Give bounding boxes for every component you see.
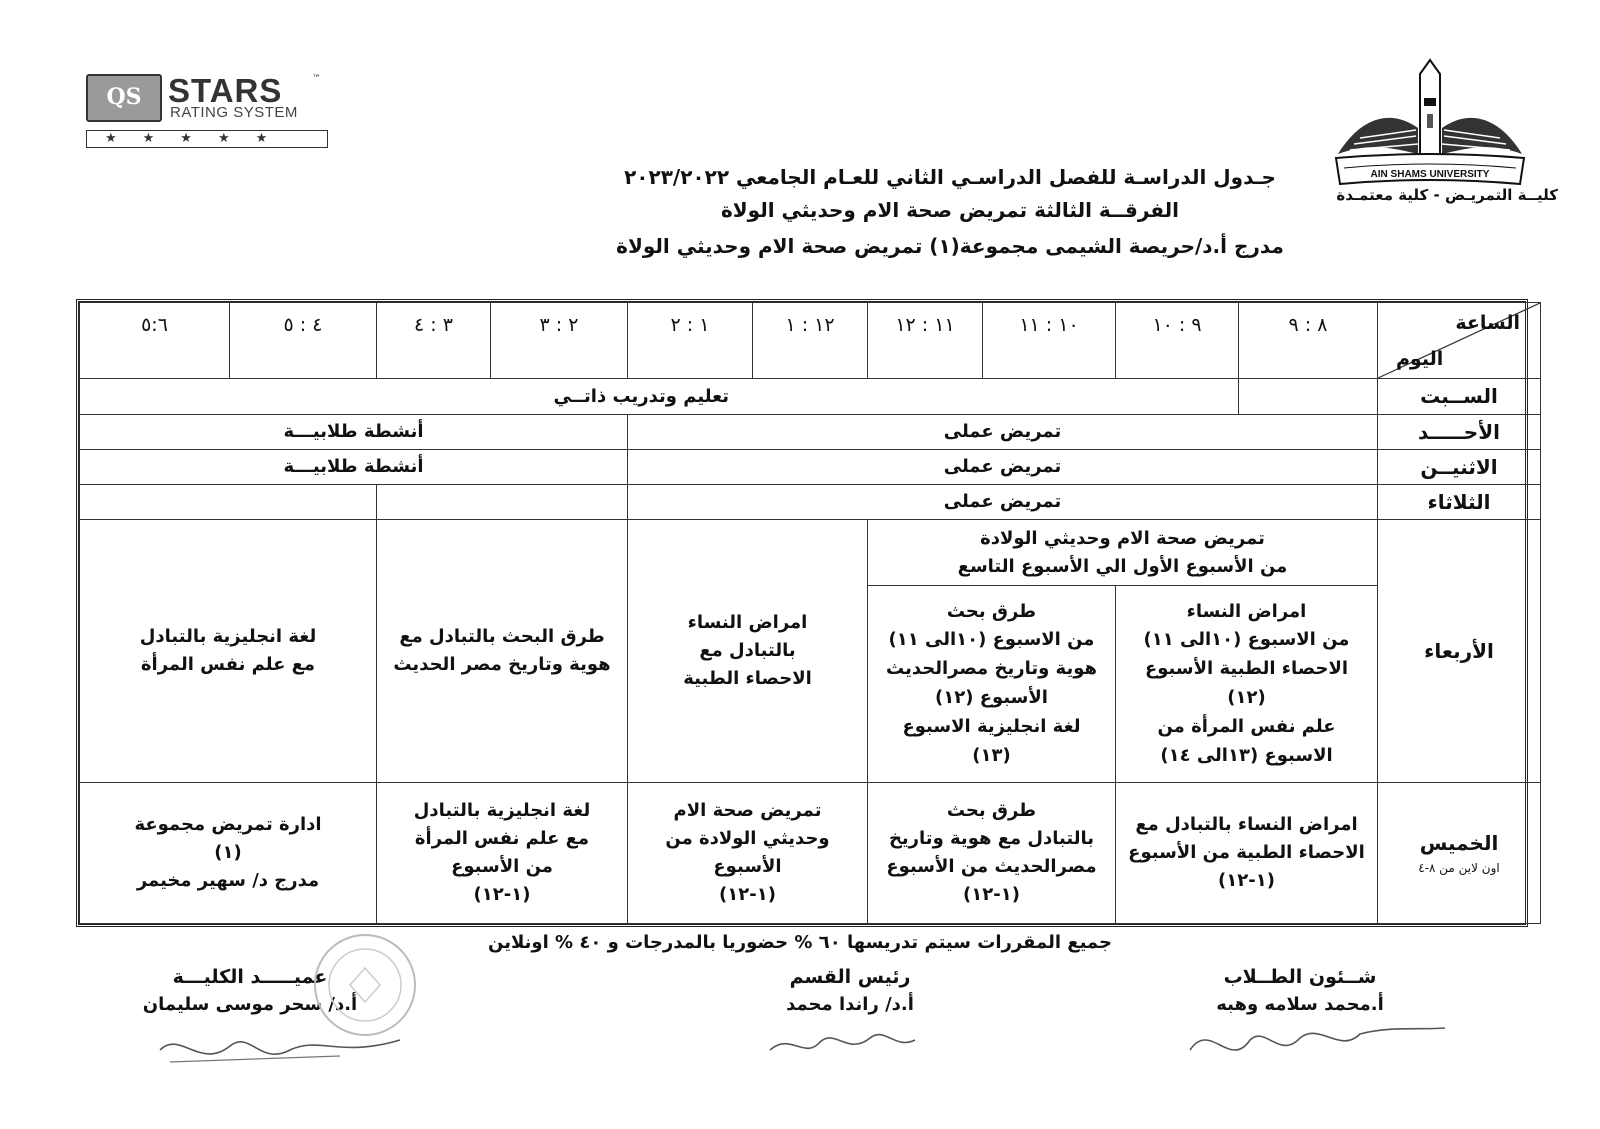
sunday-activities: أنشطة طلابيـــة (80, 415, 628, 450)
row-saturday (80, 379, 1541, 415)
day-monday: الاثنيــن (1378, 450, 1541, 485)
monday-activities: أنشطة طلابيـــة (80, 450, 628, 485)
hour-col-10: ٥:٦ (80, 303, 230, 379)
saturday-cell (80, 379, 1239, 415)
signature-student-affairs-name: أ.محمد سلامه وهبه (1216, 994, 1384, 1015)
hour-col-6: ١ : ٢ (628, 303, 753, 379)
corner-hour-label: الساعة (1455, 312, 1520, 334)
hour-col-2: ٩ : ١٠ (1116, 303, 1239, 379)
corner-day-label: اليوم (1396, 347, 1444, 370)
signature-student-affairs (1180, 966, 1420, 1015)
qs-mark: QS (86, 74, 162, 122)
day-thursday: الخميس اون لاين من ٨-٤ (1378, 783, 1541, 924)
thursday-cell-b: طرق بحث بالتبادل مع هوية وتاريخ مصرالحديث من الأسبوع (١-١٢) (868, 783, 1116, 924)
corner-cell (1378, 303, 1541, 379)
qs-trademark: ™ (312, 74, 321, 84)
thursday-cell-c: تمريض صحة الام وحديثي الولادة من الأسبوع (١-١٢) (628, 783, 868, 924)
row-sunday (80, 415, 1541, 450)
qs-stars-logo (86, 74, 331, 154)
hour-col-1: ٨ : ٩ (1239, 303, 1378, 379)
row-thursday (80, 783, 1541, 924)
wednesday-maternal-weeks: تمريض صحة الام وحديثي الولادة من الأسبوع الأول الي الأسبوع التاسع (868, 520, 1378, 586)
thursday-cell-e: ادارة تمريض مجموعة (١) مدرج د/ سهير مخيمر (80, 783, 377, 924)
tuesday-empty-1 (377, 485, 628, 520)
footer-note: جميع المقررات سيتم تدريسها ٦٠ % حضوريا بالمدرجات و ٤٠ % اونلاين (488, 932, 1112, 953)
wednesday-cell-d: طرق البحث بالتبادل مع هوية وتاريخ مصر الحديث (377, 520, 628, 783)
tuesday-empty-2 (80, 485, 377, 520)
monday-practical: تمريض عملى (628, 450, 1378, 485)
day-wednesday: الأربعاء (1378, 520, 1541, 783)
day-sunday: الأحـــــد (1378, 415, 1541, 450)
signature-dean-name: أ.د/ سحر موسى سليمان (142, 994, 358, 1015)
qs-star-row: ★★★★★ (86, 130, 328, 148)
thursday-online-note: اون لاين من ٨-٤ (1418, 861, 1500, 876)
student-affairs-signature-icon (1190, 1028, 1445, 1050)
thursday-cell-d: لغة انجليزية بالتبادل مع علم نفس المرأة من الأسبوع (١-١٢) (377, 783, 628, 924)
page-title: جـدول الدراسـة للفصل الدراسـي الثاني للعـام الجامعي ٢٠٢٣/٢٠٢٢ (624, 165, 1276, 189)
day-saturday: الســبت (1378, 379, 1541, 415)
hour-col-8: ٣ : ٤ (377, 303, 491, 379)
page-subtitle-hall: مدرج أ.د/حريصة الشيمى مجموعة(١) تمريض صحة الام وحديثي الولاة (616, 234, 1284, 258)
tuesday-practical: تمريض عملى (628, 485, 1378, 520)
saturday-label: تعليم وتدريب ذاتــي (553, 385, 729, 407)
qs-logo-title: STARS (168, 72, 283, 109)
signature-department-head-name: أ.د/ راندا محمد (786, 994, 914, 1015)
day-tuesday: الثلاثاء (1378, 485, 1541, 520)
faculty-caption: كليــة التمريـض - كلية معتمـدة (1336, 186, 1558, 204)
hour-col-3: ١٠ : ١١ (983, 303, 1116, 379)
saturday-self-study (1239, 379, 1378, 415)
handwritten-signatures (0, 1010, 1600, 1120)
signature-department-head-title: رئيس القسم (789, 966, 911, 988)
header-row (80, 303, 1541, 379)
dean-signature-underline-icon (170, 1056, 340, 1062)
wednesday-cell-b: طرق بحث من الاسبوع (١٠الى ١١) هوية وتاريخ مصرالحديث الأسبوع (١٢) لغة انجليزية الاسبوع (١٣) (868, 586, 1116, 783)
hour-col-7: ٢ : ٣ (491, 303, 628, 379)
hour-col-9: ٤ : ٥ (230, 303, 377, 379)
seal-university-name: AIN SHAMS UNIVERSITY (1370, 169, 1490, 180)
schedule-table (76, 299, 1528, 927)
signature-dean-title: عميـــــد الكليـــة (172, 966, 328, 988)
dean-signature-icon (160, 1040, 400, 1054)
wednesday-cell-c: امراض النساء بالتبادل مع الاحصاء الطبية (628, 520, 868, 783)
row-wednesday-top (80, 520, 1541, 586)
row-monday (80, 450, 1541, 485)
signature-department-head (760, 966, 940, 1015)
wednesday-cell-a: امراض النساء من الاسبوع (١٠الى ١١) الاحصاء الطبية الأسبوع (١٢) علم نفس المرأة من الاسبوع (١٣الى ١٤) (1116, 586, 1378, 783)
row-tuesday (80, 485, 1541, 520)
hour-col-4: ١١ : ١٢ (868, 303, 983, 379)
sunday-practical: تمريض عملى (628, 415, 1378, 450)
signature-student-affairs-title: شــئون الطــلاب (1223, 966, 1377, 988)
thursday-cell-a: امراض النساء بالتبادل مع الاحصاء الطبية من الأسبوع (١-١٢) (1116, 783, 1378, 924)
hour-col-5: ١٢ : ١ (753, 303, 868, 379)
wednesday-cell-e: لغة انجليزية بالتبادل مع علم نفس المرأة (80, 520, 377, 783)
head-signature-icon (770, 1035, 915, 1050)
page-subtitle: الفرقــة الثالثة تمريض صحة الام وحديثي الولاة (720, 198, 1180, 222)
qs-logo-subtitle: RATING SYSTEM (170, 104, 298, 121)
